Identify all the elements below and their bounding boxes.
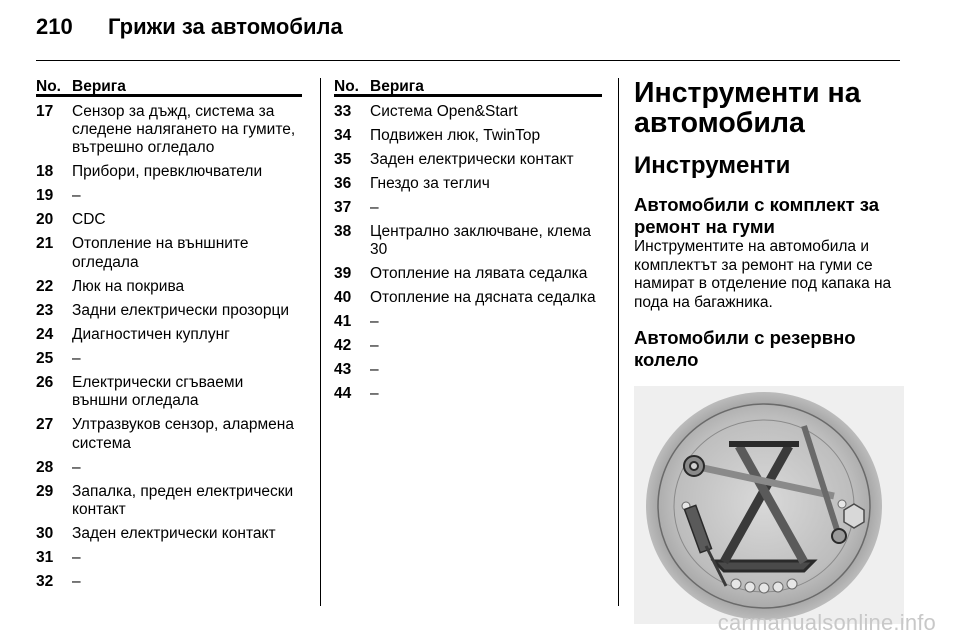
fuse-row: [334, 103, 602, 121]
fuse-row: [334, 289, 602, 307]
fuse-number: 31: [36, 549, 54, 567]
fuse-row: [334, 175, 602, 193]
fuse-row: [36, 350, 302, 368]
fuse-number: 33: [334, 102, 352, 120]
column-header-circuit: Верига: [370, 78, 424, 95]
page-header: [36, 14, 343, 48]
fuse-circuit: Задни електрически прозорци: [72, 301, 290, 319]
fuse-circuit: –: [72, 187, 81, 205]
fuse-number: 32: [36, 573, 54, 591]
fuse-row: [334, 265, 602, 283]
fuse-number: 35: [334, 150, 352, 168]
fuse-row: [36, 235, 302, 272]
repair-kit-paragraph: Инструментите на автомобила и комплектът за ремонт на гуми се намират в отделение под капака на пода на багажника.: [634, 238, 892, 311]
fuse-row: [36, 573, 302, 591]
fuse-row: [334, 223, 602, 260]
fuse-number: 39: [334, 265, 352, 282]
fuse-number: 27: [36, 416, 54, 434]
fuse-circuit: –: [72, 458, 81, 476]
fuse-number: 34: [334, 126, 352, 144]
fuse-table-1: [36, 78, 302, 591]
fuse-number: 23: [36, 301, 54, 319]
section-heading: Инструменти на автомобила: [634, 77, 861, 139]
fuse-row: [36, 416, 302, 453]
fuse-number: 18: [36, 163, 54, 181]
watermark: carmanualsonline.info: [717, 610, 936, 635]
fuse-row: [36, 103, 302, 158]
fuse-circuit: Подвижен люк, TwinTop: [370, 126, 541, 144]
fuse-row: [36, 278, 302, 296]
repair-kit-heading: Автомобили с комплект за ремонт на гуми: [634, 194, 880, 237]
fuse-circuit: Сензор за дъжд, система за следене налягането на гумите, вътрешно огледало: [72, 102, 296, 157]
fuse-number: 38: [334, 222, 352, 240]
tools-drawing: [634, 386, 904, 624]
fuse-number: 26: [36, 373, 54, 391]
fuse-table-2-body: [334, 103, 602, 404]
fuse-circuit: Система Open&Start: [370, 102, 518, 120]
fuse-circuit: –: [370, 198, 379, 216]
spare-wheel-tools-illustration: [634, 386, 904, 624]
fuse-row: [334, 199, 602, 217]
fuse-row: [36, 326, 302, 344]
fuse-circuit: Ултразвуков сензор, алармена система: [72, 416, 294, 452]
fuse-circuit: Диагностичен куплунг: [72, 325, 230, 343]
fuse-number: 29: [36, 482, 54, 500]
page-number: 210: [36, 14, 73, 39]
fuse-number: 40: [334, 289, 352, 306]
fuse-circuit: Прибори, превключватели: [72, 163, 263, 181]
fuse-number: 42: [334, 337, 352, 354]
fuse-number: 25: [36, 349, 54, 367]
fuse-row: [36, 302, 302, 320]
column-header-circuit: Верига: [72, 78, 126, 95]
fuse-table-2-header: [334, 78, 602, 97]
fuse-row: [36, 525, 302, 543]
column-header-no: No.: [36, 78, 61, 95]
fuse-circuit: Заден електрически контакт: [72, 525, 276, 543]
fuse-circuit: –: [370, 361, 379, 378]
fuse-circuit: Отопление на лявата седалка: [370, 265, 588, 282]
fuse-circuit: –: [370, 313, 379, 330]
fuse-row: [36, 163, 302, 181]
fuse-number: 20: [36, 211, 54, 229]
column-divider-2: [618, 78, 619, 606]
fuse-row: [334, 151, 602, 169]
page-title: Грижи за автомобила: [108, 14, 343, 39]
fuse-number: 30: [36, 525, 54, 543]
fuse-number: 24: [36, 325, 54, 343]
fuse-table-1-body: [36, 103, 302, 592]
fuse-circuit: Електрически сгъваеми външни огледала: [72, 373, 244, 410]
fuse-number: 36: [334, 174, 352, 192]
fuse-circuit: Запалка, преден електрически контакт: [72, 482, 294, 519]
fuse-row: [36, 374, 302, 411]
column-divider-1: [320, 78, 321, 606]
fuse-row: [334, 337, 602, 355]
fuse-circuit: –: [72, 573, 81, 591]
header-rule: [36, 60, 900, 61]
fuse-row: [334, 313, 602, 331]
fuse-row: [36, 483, 302, 520]
fuse-circuit: Люк на покрива: [72, 277, 185, 295]
fuse-circuit: CDC: [72, 211, 106, 229]
fuse-number: 22: [36, 277, 54, 295]
fuse-row: [36, 459, 302, 477]
fuse-circuit: Отопление на външните огледала: [72, 235, 249, 271]
fuse-row: [36, 211, 302, 229]
fuse-circuit: –: [72, 549, 81, 567]
fuse-table-1-header: [36, 78, 302, 97]
fuse-circuit: –: [72, 349, 81, 367]
column-header-no: No.: [334, 78, 359, 95]
fuse-number: 44: [334, 385, 352, 402]
fuse-row: [36, 187, 302, 205]
spare-wheel-heading: Автомобили с резервно колело: [634, 327, 856, 371]
fuse-row: [334, 127, 602, 145]
fuse-circuit: Гнездо за теглич: [370, 174, 490, 192]
fuse-circuit: Отопление на дясната седалка: [370, 289, 596, 306]
fuse-row: [334, 361, 602, 379]
fuse-number: 17: [36, 102, 54, 120]
fuse-number: 28: [36, 458, 54, 476]
fuse-number: 21: [36, 235, 54, 253]
fuse-number: 41: [334, 313, 352, 330]
fuse-circuit: –: [370, 337, 379, 354]
fuse-row: [36, 549, 302, 567]
fuse-circuit: Заден електрически контакт: [370, 150, 574, 168]
fuse-circuit: –: [370, 385, 379, 402]
fuse-row: [334, 385, 602, 403]
tools-section: [634, 78, 906, 624]
fuse-circuit: Централно заключване, клема 30: [370, 222, 591, 258]
fuse-table-2: [334, 78, 602, 403]
fuse-number: 43: [334, 361, 352, 378]
fuse-number: 19: [36, 187, 54, 205]
subsection-heading: Инструменти: [634, 152, 791, 179]
fuse-number: 37: [334, 198, 352, 216]
